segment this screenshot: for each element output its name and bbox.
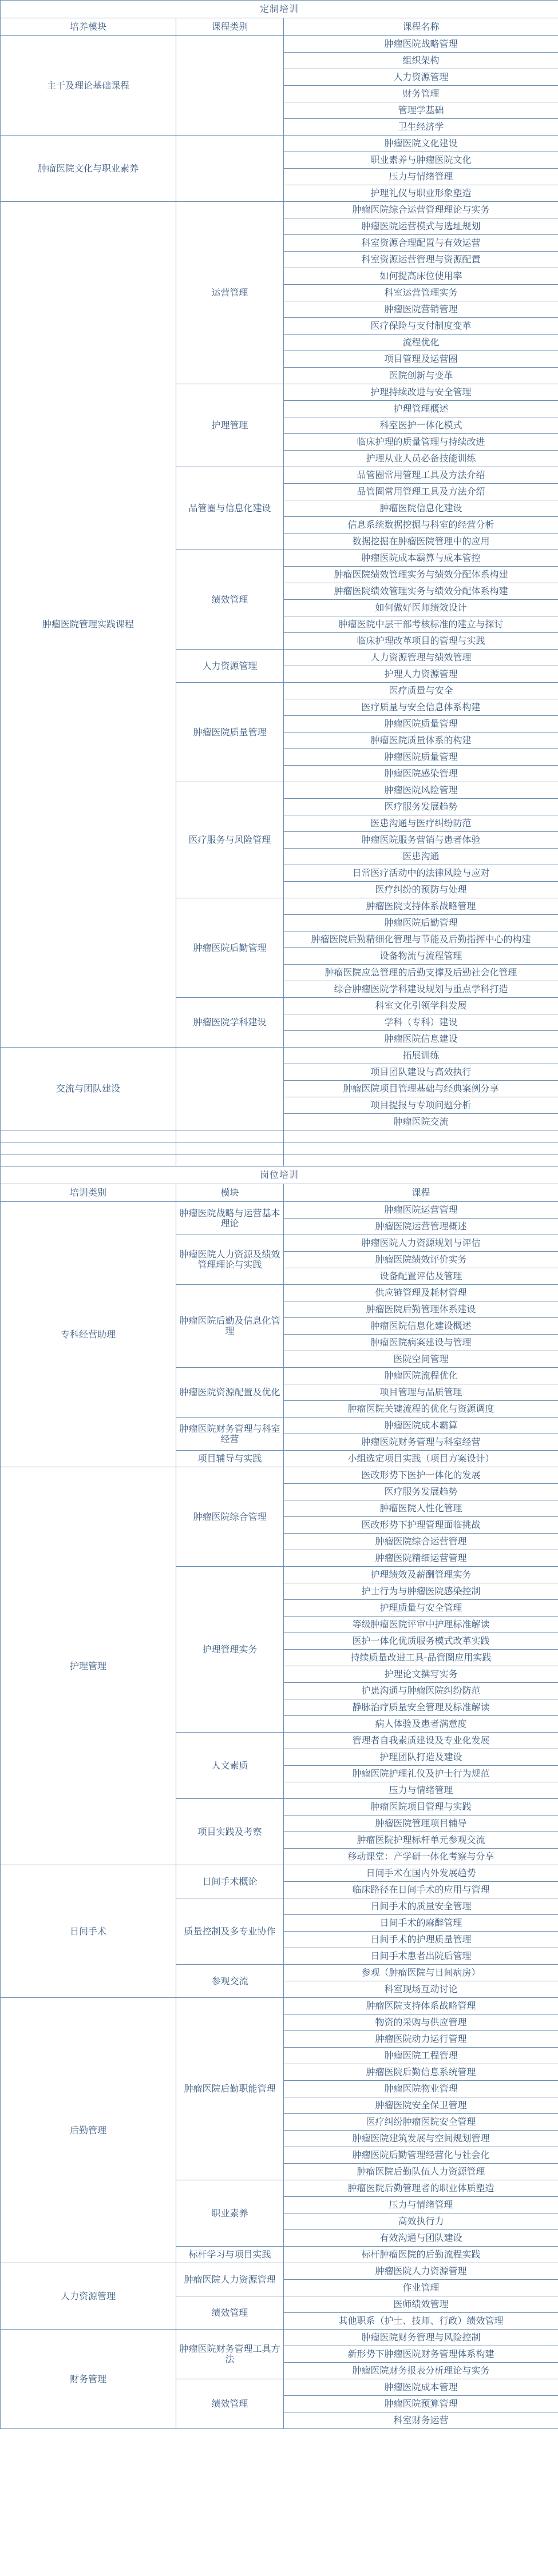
course-name: 流程优化	[284, 335, 558, 351]
course-name: 品管圈常用管理工具及方法介绍	[284, 467, 558, 484]
table-row	[1, 2263, 558, 2280]
category-name: 人文素质	[176, 1733, 284, 1799]
course-name: 人力资源管理	[284, 69, 558, 86]
course-name: 肿瘤医院护理礼仪及护士行为规范	[284, 1766, 558, 1782]
course-name: 管理者自我素质建设及专业化发展	[284, 1733, 558, 1749]
course-name: 小组选定项目实践（项目方案设计）	[284, 1451, 558, 1467]
category-name: 职业素养	[176, 2180, 284, 2247]
blank-cell	[284, 1154, 558, 1166]
course-name: 肿瘤医院项目管理与实践	[284, 1799, 558, 1815]
table-row	[1, 1998, 558, 2014]
table-row	[1, 36, 558, 53]
category-name	[176, 136, 284, 202]
course-name: 肿瘤医院财务管理与科室经营	[284, 1434, 558, 1451]
course-name: 医师绩效管理	[284, 2296, 558, 2313]
course-name: 护士行为与肿瘤医院感染控制	[284, 1583, 558, 1600]
column-header: 课程	[284, 1184, 558, 1202]
course-name: 肿瘤医院应急管理的后勤支撑及后勤社会化管理	[284, 965, 558, 981]
category-name	[176, 1048, 284, 1130]
category-name: 肿瘤医院学科建设	[176, 998, 284, 1048]
course-name: 护理持续改进与安全管理	[284, 384, 558, 401]
course-name: 肿瘤医院后勤管理经营化与社会化	[284, 2147, 558, 2164]
course-name: 病人体验及患者满意度	[284, 1716, 558, 1733]
course-name: 肿瘤医院护理标杆单元参观交流	[284, 1832, 558, 1849]
course-name: 压力与情绪管理	[284, 1782, 558, 1799]
category-name: 护理管理实务	[176, 1567, 284, 1733]
course-name: 肿瘤医院人性化管理	[284, 1500, 558, 1517]
course-name: 信息系统数据挖掘与科室的经营分析	[284, 517, 558, 533]
course-name: 静脉治疗质量安全管理及标准解读	[284, 1699, 558, 1716]
table-row	[1, 1202, 558, 1219]
course-name: 肿瘤医院质量管理	[284, 716, 558, 732]
course-name: 品管圈常用管理工具及方法介绍	[284, 484, 558, 500]
blank-cell	[1, 1130, 176, 1142]
course-name: 医疗纠纷肿瘤医院安全管理	[284, 2114, 558, 2131]
course-name: 医改形势下护理管理面临挑战	[284, 1517, 558, 1534]
course-name: 卫生经济学	[284, 119, 558, 136]
course-name: 肿瘤医院成本霸算与成本管控	[284, 550, 558, 567]
course-name: 标杆肿瘤医院的后勤流程实践	[284, 2247, 558, 2263]
course-name: 肿瘤医院管理项目辅导	[284, 1815, 558, 1832]
course-name: 肿瘤医院绩效评价实务	[284, 1252, 558, 1268]
table-row	[1, 1048, 558, 1064]
course-name: 肿瘤医院动力运行管理	[284, 2031, 558, 2048]
course-name: 肿瘤医院支持体系战略管理	[284, 1998, 558, 2014]
course-name: 如何提高床位使用率	[284, 268, 558, 285]
category-name: 项目实践及考察	[176, 1799, 284, 1865]
section-title: 岗位培训	[1, 1166, 558, 1184]
category-name: 绩效管理	[176, 550, 284, 650]
course-name: 人力资源管理与绩效管理	[284, 650, 558, 666]
course-name: 肿瘤医院后勤管理	[284, 915, 558, 931]
category-name: 肿瘤医院后勤管理	[176, 898, 284, 998]
course-name: 肿瘤医院成本霸算	[284, 1418, 558, 1434]
course-name: 肿瘤医院风险管理	[284, 782, 558, 799]
course-name: 科室运营管理实务	[284, 285, 558, 301]
course-name: 压力与情绪管理	[284, 169, 558, 185]
course-name: 肿瘤医院后勤队伍人力资源管理	[284, 2164, 558, 2180]
blank-cell	[176, 1154, 284, 1166]
course-name: 肿瘤医院关键流程的优化与资源调度	[284, 1401, 558, 1418]
table-row	[1, 202, 558, 218]
course-name: 护理团队打造及建设	[284, 1749, 558, 1766]
course-name: 肿瘤医院信息化建设	[284, 500, 558, 517]
course-name: 护理从业人员必备技能训练	[284, 451, 558, 467]
category-name: 绩效管理	[176, 2379, 284, 2429]
table-row	[1, 136, 558, 152]
module-name: 肿瘤医院文化与职业素养	[1, 136, 176, 202]
course-name: 设备配置评估及管理	[284, 1268, 558, 1285]
course-name: 项目管理及运营圈	[284, 351, 558, 368]
course-name: 如何做好医师绩效设计	[284, 600, 558, 616]
course-name: 护理论文撰写实务	[284, 1666, 558, 1683]
course-name: 临床护理的质量管理与持续改进	[284, 434, 558, 451]
section-title: 定制培训	[1, 1, 558, 18]
course-name: 职业素养与肿瘤医院文化	[284, 152, 558, 169]
course-name: 护理礼仪与职业形象塑造	[284, 185, 558, 202]
course-name: 科室财务运营	[284, 2412, 558, 2429]
category-name: 参观交流	[176, 1965, 284, 1998]
course-name: 日常医疗活动中的法律风险与应对	[284, 865, 558, 882]
course-name: 护患沟通与肿瘤医院纠纷防范	[284, 1683, 558, 1699]
course-name: 项目提报与专项问题分析	[284, 1097, 558, 1114]
module-name: 主干及理论基础课程	[1, 36, 176, 136]
course-name: 综合肿瘤医院学科建设规划与重点学科打造	[284, 981, 558, 998]
course-name: 数据挖掘在肿瘤医院管理中的应用	[284, 533, 558, 550]
category-name: 肿瘤医院战略与运营基本理论	[176, 1202, 284, 1235]
course-name: 组织架构	[284, 53, 558, 69]
course-name: 肿瘤医院精细运营管理	[284, 1550, 558, 1567]
course-name: 护理绩效及薪酬管理实务	[284, 1567, 558, 1583]
column-header: 培训类别	[1, 1184, 176, 1202]
course-name: 医患沟通	[284, 849, 558, 865]
course-name: 肿瘤医院人力资源管理	[284, 2263, 558, 2280]
blank-cell	[176, 1130, 284, 1142]
course-name: 肿瘤医院人力资源规划与评估	[284, 1235, 558, 1252]
course-name: 项目管理与品质管理	[284, 1384, 558, 1401]
column-header: 课程名称	[284, 18, 558, 36]
course-name: 科室资源合理配置与有效运营	[284, 235, 558, 252]
course-name: 有效沟通与团队建设	[284, 2230, 558, 2247]
course-name: 医改形势下医护一体化的发展	[284, 1467, 558, 1484]
course-name: 肿瘤医院绩效管理实务与绩效分配体系构建	[284, 583, 558, 600]
course-name: 肿瘤医院服务营销与患者体验	[284, 832, 558, 849]
category-name: 质量控制及多专业协作	[176, 1898, 284, 1965]
category-name: 品管圈与信息化建设	[176, 467, 284, 550]
course-name: 医护一体化优质服务模式改革实践	[284, 1633, 558, 1650]
course-name: 肿瘤医院建筑发展与空间规划管理	[284, 2131, 558, 2147]
course-name: 肿瘤医院流程优化	[284, 1368, 558, 1384]
course-name: 医疗服务发展趋势	[284, 1484, 558, 1500]
category-name: 日间手术概论	[176, 1865, 284, 1898]
category-name: 人力资源管理	[176, 650, 284, 683]
course-name: 医疗服务发展趋势	[284, 799, 558, 815]
category-name: 肿瘤医院综合管理	[176, 1467, 284, 1567]
course-name: 肿瘤医院运营管理	[284, 1202, 558, 1219]
module-name: 人力资源管理	[1, 2263, 176, 2330]
course-name: 肿瘤医院综合运营管理	[284, 1534, 558, 1550]
category-name: 护理管理	[176, 384, 284, 467]
blank-cell	[176, 1142, 284, 1154]
module-name: 肿瘤医院管理实践课程	[1, 202, 176, 1048]
course-name: 临床路径在日间手术的应用与管理	[284, 1882, 558, 1898]
course-name: 肿瘤医院预算管理	[284, 2396, 558, 2412]
category-name: 肿瘤医院人力资源管理	[176, 2263, 284, 2296]
course-name: 拓展训练	[284, 1048, 558, 1064]
category-name: 绩效管理	[176, 2296, 284, 2330]
course-name: 物资的采购与供应管理	[284, 2014, 558, 2031]
course-name: 肿瘤医院后勤管理者的职业体质塑造	[284, 2180, 558, 2197]
course-name: 新形势下肿瘤医院财务管理体系构建	[284, 2346, 558, 2363]
table-row	[1, 2330, 558, 2346]
column-header: 模块	[176, 1184, 284, 1202]
module-name: 交流与团队建设	[1, 1048, 176, 1130]
category-name: 肿瘤医院财务管理工具方法	[176, 2330, 284, 2379]
course-name: 等级肿瘤医院评审中护理标准解读	[284, 1617, 558, 1633]
category-name: 肿瘤医院人力资源及绩效管理理论与实践	[176, 1235, 284, 1285]
course-name: 日间手术的质量安全管理	[284, 1898, 558, 1915]
course-name: 肿瘤医院病案建设与管理	[284, 1335, 558, 1351]
course-name: 肿瘤医院战略管理	[284, 36, 558, 53]
category-name: 肿瘤医院财务管理与科室经营	[176, 1418, 284, 1451]
course-name: 高效执行力	[284, 2213, 558, 2230]
course-name: 医疗纠纷的预防与处理	[284, 882, 558, 898]
course-name: 参观（肿瘤医院与日间病房）	[284, 1965, 558, 1981]
course-name: 肿瘤医院后勤精细化管理与节能及后勤指挥中心的构建	[284, 931, 558, 948]
category-name: 项目辅导与实践	[176, 1451, 284, 1467]
module-name: 后勤管理	[1, 1998, 176, 2263]
blank-cell	[1, 1142, 176, 1154]
course-name: 财务管理	[284, 86, 558, 102]
course-name: 医疗质量与安全	[284, 683, 558, 699]
course-name: 作业管理	[284, 2280, 558, 2296]
course-name: 设备物流与流程管理	[284, 948, 558, 965]
blank-cell	[284, 1142, 558, 1154]
course-name: 肿瘤医院信息化建设概述	[284, 1318, 558, 1335]
course-name: 学科（专科）建设	[284, 1014, 558, 1031]
course-name: 压力与情绪管理	[284, 2197, 558, 2213]
course-name: 日间手术的麻醉管理	[284, 1915, 558, 1932]
course-name: 护理人力资源管理	[284, 666, 558, 683]
category-name: 肿瘤医院后勤及信息化管理	[176, 1285, 284, 1368]
course-name: 日间手术在国内外发展趋势	[284, 1865, 558, 1882]
course-name: 肿瘤医院质量体系的构建	[284, 732, 558, 749]
course-name: 肿瘤医院信息建设	[284, 1031, 558, 1048]
course-name: 肿瘤医院后勤管理体系建设	[284, 1301, 558, 1318]
course-name: 科室资源运营管理与资源配置	[284, 252, 558, 268]
module-name: 专科经营助理	[1, 1202, 176, 1467]
table-row	[1, 1467, 558, 1484]
course-name: 肿瘤医院项目管理基础与经典案例分享	[284, 1081, 558, 1097]
course-name: 医疗质量与安全信息体系构建	[284, 699, 558, 716]
course-name: 临床护理改革项目的管理与实践	[284, 633, 558, 650]
course-name: 移动课堂：产学研一体化考察与分享	[284, 1849, 558, 1865]
course-name: 科室文化引领学科发展	[284, 998, 558, 1014]
column-header: 培养模块	[1, 18, 176, 36]
module-name: 日间手术	[1, 1865, 176, 1998]
module-name: 财务管理	[1, 2330, 176, 2429]
course-name: 肿瘤医院物业管理	[284, 2081, 558, 2097]
course-name: 肿瘤医院营销管理	[284, 301, 558, 318]
course-name: 肿瘤医院运营管理概述	[284, 1219, 558, 1235]
course-name: 肿瘤医院感染管理	[284, 766, 558, 782]
course-name: 肿瘤医院中层干部考核标准的建立与探讨	[284, 616, 558, 633]
course-name: 肿瘤医院安全保卫管理	[284, 2097, 558, 2114]
course-name: 医患沟通与医疗纠纷防范	[284, 815, 558, 832]
category-name: 标杆学习与项目实践	[176, 2247, 284, 2263]
module-name: 护理管理	[1, 1467, 176, 1865]
category-name	[176, 36, 284, 136]
course-name: 医疗保险与支付制度变革	[284, 318, 558, 335]
course-name: 科室医护一体化模式	[284, 417, 558, 434]
course-name: 其他职系（护士、技师、行政）绩效管理	[284, 2313, 558, 2330]
course-name: 肿瘤医院工程管理	[284, 2048, 558, 2064]
table-row	[1, 1865, 558, 1882]
course-name: 持续质量改进工具-品管圈应用实践	[284, 1650, 558, 1666]
course-name: 供应链管理及耗材管理	[284, 1285, 558, 1301]
course-name: 项目团队建设与高效执行	[284, 1064, 558, 1081]
course-name: 肿瘤医院支持体系战略管理	[284, 898, 558, 915]
category-name: 医疗服务与风险管理	[176, 782, 284, 898]
course-name: 管理学基础	[284, 102, 558, 119]
category-name: 运营管理	[176, 202, 284, 384]
course-name: 护理管理概述	[284, 401, 558, 417]
blank-cell	[284, 1130, 558, 1142]
course-name: 肿瘤医院文化建设	[284, 136, 558, 152]
course-name: 肿瘤医院交流	[284, 1114, 558, 1130]
course-name: 肿瘤医院综合运营管理理论与实务	[284, 202, 558, 218]
category-name: 肿瘤医院质量管理	[176, 683, 284, 782]
course-name: 肿瘤医院运营模式与选址规划	[284, 218, 558, 235]
course-name: 日间手术患者出院后管理	[284, 1948, 558, 1965]
course-name: 肿瘤医院财务报表分析理论与实务	[284, 2363, 558, 2379]
course-name: 医院创新与变革	[284, 368, 558, 384]
course-name: 肿瘤医院财务管理与风险控制	[284, 2330, 558, 2346]
course-name: 科室现场互动讨论	[284, 1981, 558, 1998]
category-name: 肿瘤医院后勤职能管理	[176, 1998, 284, 2180]
course-name: 肿瘤医院后勤信息系统管理	[284, 2064, 558, 2081]
blank-cell	[1, 1154, 176, 1166]
course-name: 医院空间管理	[284, 1351, 558, 1368]
category-name: 肿瘤医院资源配置及优化	[176, 1368, 284, 1418]
course-name: 日间手术的护理质量管理	[284, 1932, 558, 1948]
course-name: 肿瘤医院绩效管理实务与绩效分配体系构建	[284, 567, 558, 583]
course-name: 护理质量与安全管理	[284, 1600, 558, 1617]
course-name: 肿瘤医院成本管理	[284, 2379, 558, 2396]
column-header: 课程类别	[176, 18, 284, 36]
course-name: 肿瘤医院质量管理	[284, 749, 558, 766]
